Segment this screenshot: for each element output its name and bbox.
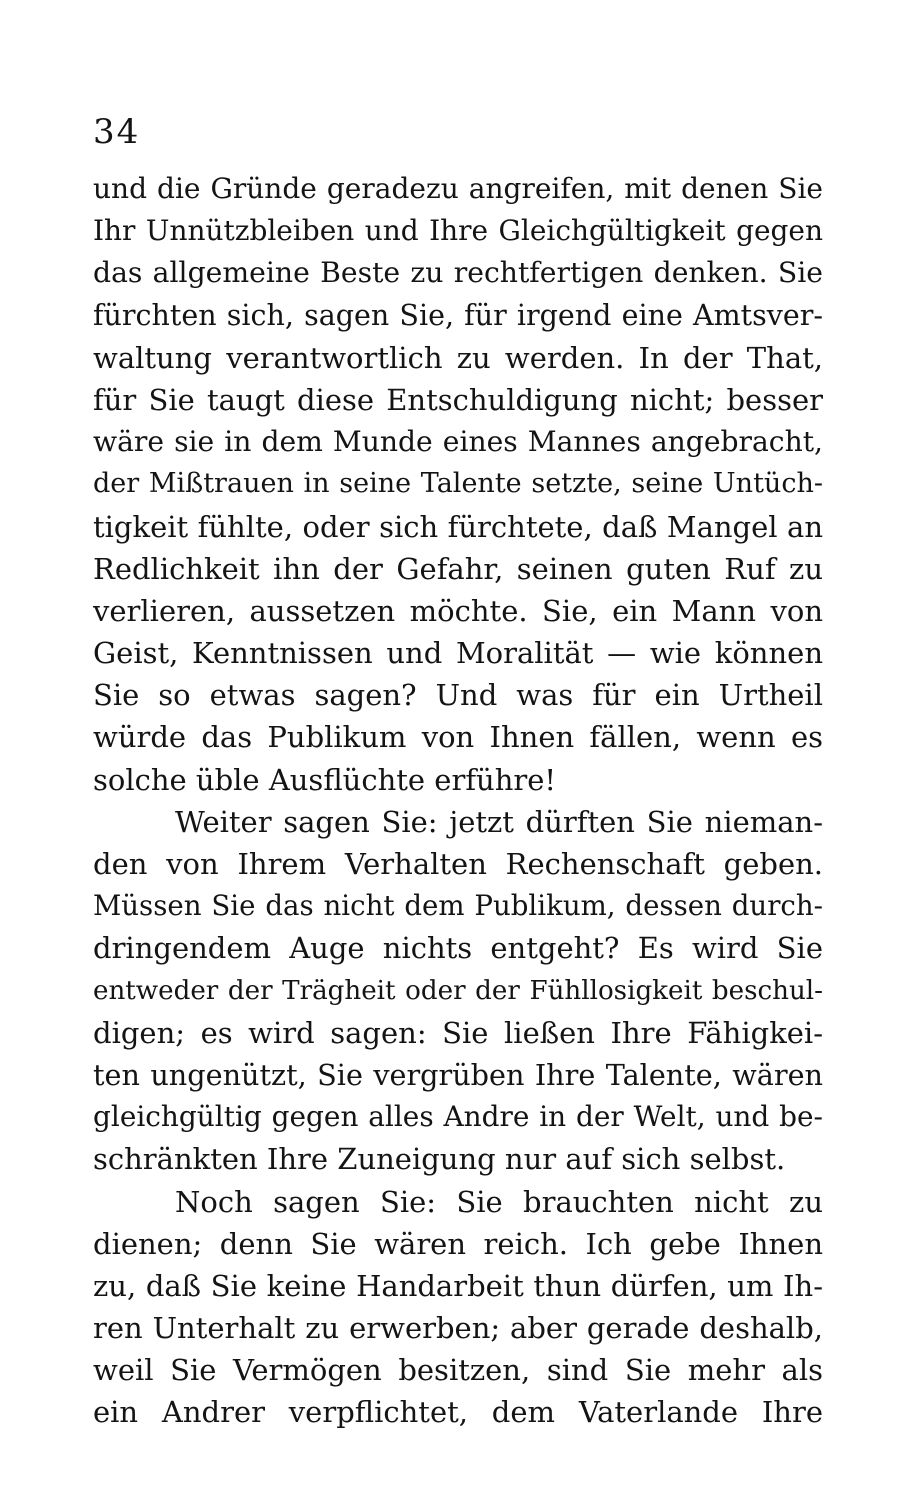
text-line: Geist, Kenntnissen und Moralität — wie können bbox=[93, 636, 823, 671]
text-line: gleichgültig gegen alles Andre in der Welt, und be- bbox=[93, 1100, 823, 1134]
text-line: zu, daß Sie keine Handarbeit thun dürfen, um Ih- bbox=[93, 1268, 823, 1303]
text-line: tigkeit fühlte, oder sich fürchtete, daß Mangel an bbox=[93, 509, 823, 544]
text-line: schränkten Ihre Zuneigung nur auf sich selbst. bbox=[93, 1142, 786, 1177]
text-line: würde das Publikum von Ihnen fällen, wenn es bbox=[93, 720, 823, 755]
text-line: Weiter sagen Sie: jetzt dürften Sie nieman- bbox=[175, 804, 823, 839]
text-line: das allgemeine Beste zu rechtfertigen denken. Sie bbox=[93, 256, 823, 290]
text-line: solche üble Ausflüchte erführe! bbox=[93, 762, 557, 797]
text-line: Müssen Sie das nicht dem Publikum, dessen durch- bbox=[93, 889, 823, 923]
text-line: dienen; denn Sie wären reich. Ich gebe Ihnen bbox=[93, 1226, 823, 1261]
text-line: verlieren, aussetzen möchte. Sie, ein Mann von bbox=[93, 593, 823, 628]
text-line: Noch sagen Sie: Sie brauchten nicht zu bbox=[175, 1184, 823, 1219]
text-line: ein Andrer verpflichtet, dem Vaterlande Ihre bbox=[93, 1395, 823, 1430]
text-line: für Sie taugt diese Entschuldigung nicht; besser bbox=[93, 382, 823, 417]
text-line: waltung verantwortlich zu werden. In der That, bbox=[93, 340, 823, 375]
text-line: der Mißtrauen in seine Talente setzte, seine Untüch- bbox=[93, 468, 823, 500]
page-number: 34 bbox=[93, 112, 141, 152]
text-line: Ihr Unnützbleiben und Ihre Gleichgültigkeit gegen bbox=[93, 214, 823, 248]
text-line: ten ungenützt, Sie vergrüben Ihre Talente, wären bbox=[93, 1057, 823, 1092]
text-line: digen; es wird sagen: Sie ließen Ihre Fähigkei- bbox=[93, 1015, 823, 1050]
text-line: dringendem Auge nichts entgeht? Es wird Sie bbox=[93, 931, 823, 966]
text-line: weil Sie Vermögen besitzen, sind Sie mehr als bbox=[93, 1353, 823, 1388]
text-line: Redlichkeit ihn der Gefahr, seinen guten Ruf zu bbox=[93, 551, 823, 586]
text-line: entweder der Trägheit oder der Fühllosigkeit beschul- bbox=[93, 975, 823, 1006]
text-line: wäre sie in dem Munde eines Mannes angebracht, bbox=[93, 425, 823, 459]
text-line: Sie so etwas sagen? Und was für ein Urtheil bbox=[93, 678, 823, 713]
text-line: fürchten sich, sagen Sie, für irgend eine Amtsver- bbox=[93, 298, 823, 332]
text-line: und die Gründe geradezu angreifen, mit denen Sie bbox=[93, 172, 823, 205]
text-line: den von Ihrem Verhalten Rechenschaft geben. bbox=[93, 847, 823, 881]
text-line: ren Unterhalt zu erwerben; aber gerade deshalb, bbox=[93, 1311, 823, 1346]
body-text bbox=[93, 168, 823, 1434]
